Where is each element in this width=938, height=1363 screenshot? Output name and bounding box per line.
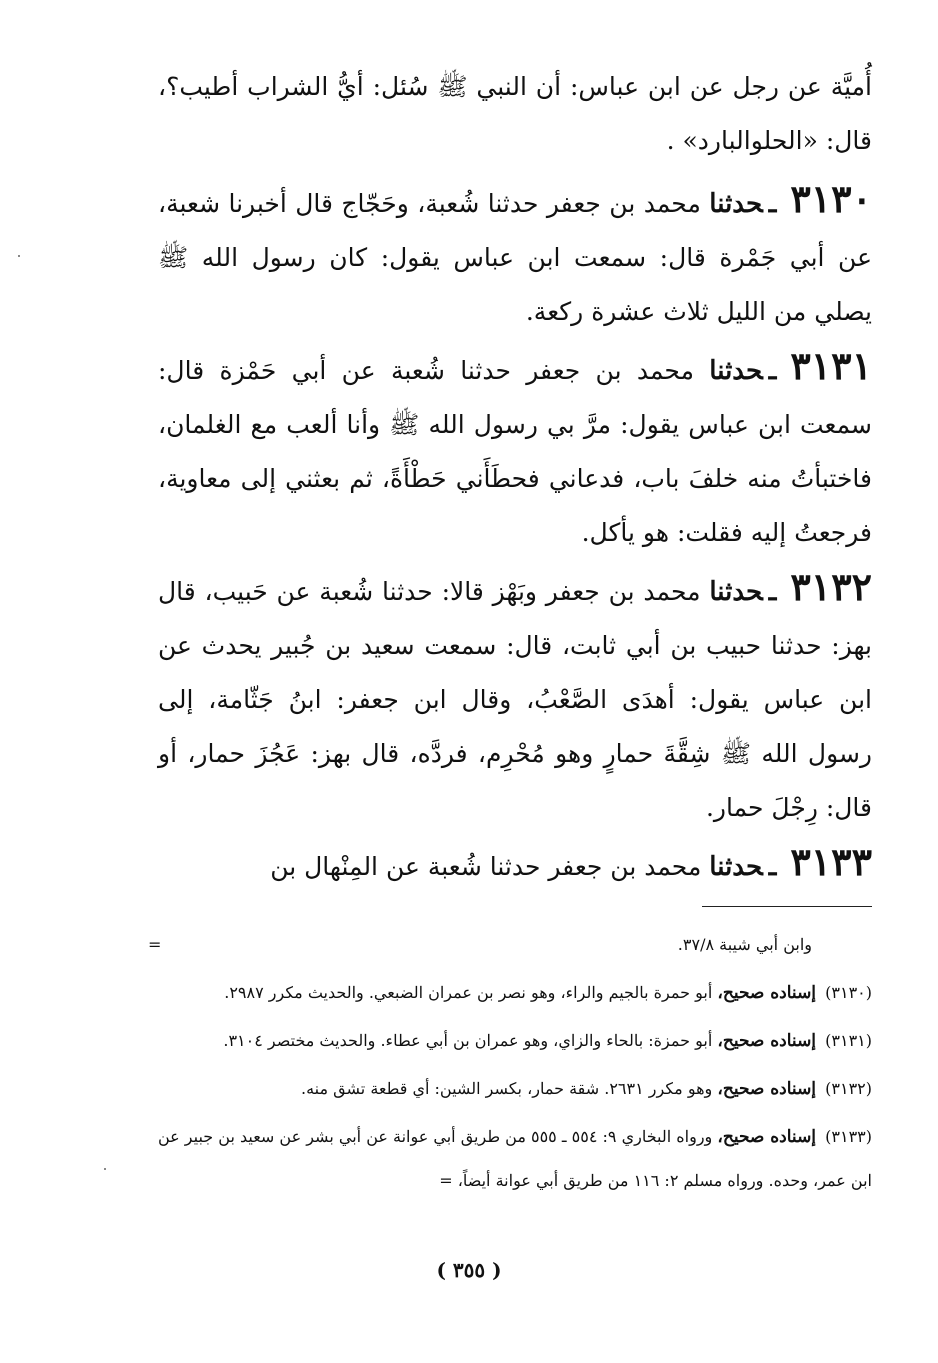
scan-speck: [104, 1168, 106, 1170]
hadith-text: محمد بن جعفر وبَهْز قالا: حدثنا شُعبة عن حَبيب، قال بهز: حدثنا حبيب بن أبي ثابت، قال: سمعت سعيد بن جُبير يحدث عن ابن عباس يقول: أهدَى الصَّعْبُ، وقال ابن جعفر: ابنُ جَثّامة، إلى رسول الله ﷺ شِقَّةَ حمارٍ وهو مُحْرِم، فردَّه، قال بهز: عَجُزَ حمار، أو قال: رِجْلَ حمار.: [158, 577, 872, 822]
footnote-3132: [158, 1067, 872, 1111]
footnote-text: ورواه البخاري ٩: ٥٥٤ ـ ٥٥٥ من طريق أبي عوانة عن أبي بشر عن سعيد بن جبير عن ابن عمر، وحده. ورواه مسلم ٢: ١١٦ من طريق أبي عوانة أيضاً،: [157, 1127, 872, 1190]
footnote-isnad: إسناده صحيح،: [717, 983, 817, 1003]
hadith-3131: [158, 339, 872, 560]
footnote-3133: [158, 1115, 872, 1203]
footnote-text: وهو مكرر ٢٦٣١. شقة حمار، بكسر الشين: أي قطعة تشق منه.: [301, 1079, 713, 1098]
hadith-haddathana: حدثنا: [709, 356, 763, 386]
footnote-isnad: إسناده صحيح،: [717, 1079, 817, 1099]
footnote-rule: [702, 906, 872, 907]
hadith-number: ٣١٣٠: [790, 176, 872, 221]
hadith-text: محمد بن جعفر حدثنا شُعبة عن أبي حَمْزة قال: سمعت ابن عباس يقول: مرَّ بي رسول الله ﷺ وأنا ألعب مع الغلمان، فاختبأتُ منه خلفَ باب، فدعاني فحطَأَني حَطْأَةً، ثم بعثني إلى معاوية، فرجعتُ إليه فقلت: هو يأكل.: [158, 356, 872, 547]
hadith-number: ٣١٣٣: [790, 839, 872, 884]
hadith-number: ٣١٣١: [790, 343, 872, 388]
intro-paragraph: [158, 60, 872, 168]
hadith-dash: ـ: [768, 356, 777, 386]
hadith-text: محمد بن جعفر حدثنا شُعبة، وحَجّاج قال أخبرنا شعبة، عن أبي جَمْرة قال: سمعت ابن عباس يقول: كان رسول الله ﷺ يصلي من الليل ثلاث عشرة ركعة.: [158, 189, 872, 326]
footnote-ref: (٣١٣٠): [825, 983, 872, 1002]
hadith-haddathana: حدثنا: [709, 852, 763, 882]
hadith-haddathana: حدثنا: [709, 577, 763, 607]
hadith-3130: [158, 172, 872, 339]
footnote-ref: (٣١٣٣): [825, 1127, 872, 1146]
page-content: [148, 60, 873, 1207]
continuation-end-mark: =: [439, 1171, 453, 1190]
footnote-ref: (٣١٣١): [825, 1031, 872, 1050]
footnote-continuation: [148, 923, 872, 967]
intro-line-1: أُميَّة عن رجل عن ابن عباس: أن النبي ﷺ سُئل: أيُّ الشراب أطيب؟، قال:: [158, 72, 872, 155]
hadith-dash: ـ: [768, 852, 777, 882]
footnote-isnad: إسناده صحيح،: [717, 1031, 817, 1051]
main-text: [158, 60, 872, 894]
footnote-3131: [158, 1019, 872, 1063]
hadith-3132: [158, 560, 872, 835]
hadith-dash: ـ: [768, 189, 777, 219]
hadith-number: ٣١٣٢: [790, 564, 873, 609]
footnote-3130: [158, 971, 872, 1015]
hadith-dash: ـ: [768, 577, 777, 607]
footnote-text: أبو حمزة: بالحاء والزاي، وهو عمران بن أبي عطاء. والحديث مختصر ٣١٠٤.: [223, 1031, 713, 1050]
scan-speck: [18, 255, 20, 257]
footnotes: [148, 921, 872, 1203]
footnote-continuation-text: وابن أبي شيبة ٣٧/٨.: [677, 935, 812, 954]
hadith-3133: [158, 835, 872, 894]
continuation-mark: =: [148, 935, 162, 954]
hadith-haddathana: حدثنا: [709, 189, 763, 219]
footnote-text: أبو حمرة بالجيم والراء، وهو نصر بن عمران الضبعي. والحديث مكرر ٢٩٨٧.: [224, 983, 713, 1002]
hadith-text: محمد بن جعفر حدثنا شُعبة عن المِنْهال بن: [270, 852, 702, 881]
footnote-ref: (٣١٣٢): [825, 1079, 872, 1098]
footnote-isnad: إسناده صحيح،: [717, 1127, 817, 1147]
page-number: ( ٣٥٥ ): [436, 1258, 502, 1282]
intro-line-2: «الحلوالبارد» .: [666, 126, 818, 155]
